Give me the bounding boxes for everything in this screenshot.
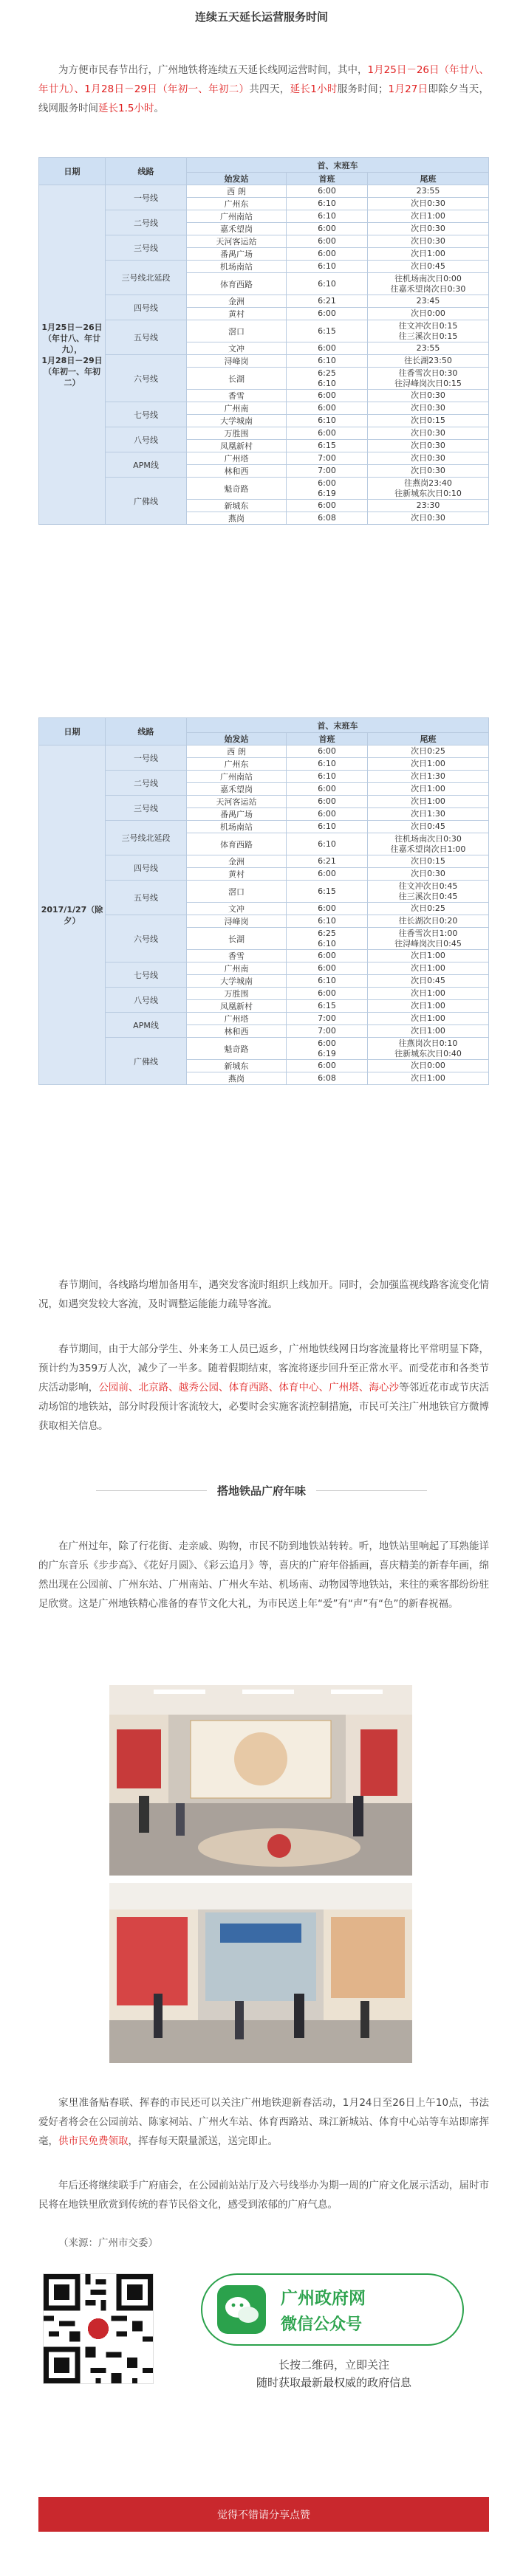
first-train: 6:08: [287, 1072, 368, 1085]
start-station: 燕岗: [187, 1072, 287, 1085]
intro-text-1: 为方便市民春节出行，广州地铁将连续五天延长线网运营时间，其中，: [58, 64, 368, 76]
last-train: 次日0:45: [368, 821, 489, 833]
first-train: 6:10: [287, 198, 368, 210]
intro-paragraph: [38, 61, 489, 118]
schedule-row: [39, 881, 489, 903]
start-station: 万胜围: [187, 988, 287, 1000]
line-name: 广佛线: [106, 1038, 187, 1085]
start-station: 香雪: [187, 950, 287, 962]
first-train: 6:00: [287, 235, 368, 248]
schedule-row: [39, 185, 489, 198]
line-name: APM线: [106, 452, 187, 478]
wechat-icon: [217, 2285, 266, 2334]
page-title: 连续五天延长运营服务时间: [194, 10, 328, 24]
last-train: 次日1:00: [368, 758, 489, 771]
start-station: 广州南: [187, 402, 287, 415]
flow-text-2: 等邻近花市或节庆活动场馆的地铁站，部分时段预计客流较大，必要时会实施客流控制措施，市民可关注广州地铁官方微博获取相关信息。: [38, 1382, 490, 1432]
last-train: 次日0:15: [368, 415, 489, 427]
schedule-row: [39, 771, 489, 783]
last-train: 次日1:00: [368, 962, 489, 975]
last-train: 次日1:00: [368, 783, 489, 796]
schedule-row: [39, 1013, 489, 1025]
schedule-row: [39, 295, 489, 308]
start-station: 广州东: [187, 758, 287, 771]
start-station: 广州南站: [187, 771, 287, 783]
first-train: 6:00: [287, 427, 368, 440]
schedule-row: [39, 402, 489, 415]
calli-text-2: ，挥春每天限量派送，送完即止。: [128, 2135, 278, 2147]
line-name: 五号线: [106, 881, 187, 915]
last-train: 23:45: [368, 295, 489, 308]
schedule-row: [39, 1038, 489, 1060]
schedule-row: [39, 210, 489, 223]
last-train: 往燕岗次日0:10 往新城东次日0:40: [368, 1038, 489, 1060]
backup-train-paragraph: 春节期间，各线路均增加备用车，遇突发客流时组织上线加开。同时，会加强监视线路客流变化情况，如遇突发较大客流，及时调整运能能力疏导客流。: [38, 1279, 489, 1310]
first-train: 6:00: [287, 903, 368, 915]
start-station: 魁奇路: [187, 478, 287, 500]
header-first-last: 首、末班车: [187, 718, 489, 733]
header-last: 尾班: [368, 173, 489, 185]
header-title-row: [0, 9, 523, 24]
last-train: 次日0:30: [368, 390, 489, 402]
first-train: 6:00: [287, 185, 368, 198]
last-train: 次日1:30: [368, 771, 489, 783]
start-station: 滘口: [187, 881, 287, 903]
first-train: 6:00 6:19: [287, 478, 368, 500]
station-photo-2: [109, 1883, 412, 2063]
divider: [96, 1490, 207, 1491]
flow-highlight-stations: 公园前、北京路、越秀公园、体育西路、体育中心、广州塔、海心沙: [98, 1382, 400, 1394]
first-train: 6:10: [287, 210, 368, 223]
last-train: 次日0:30: [368, 440, 489, 452]
passenger-flow-paragraph: [38, 1340, 489, 1436]
last-train: 次日1:00: [368, 988, 489, 1000]
last-train: 次日1:30: [368, 808, 489, 821]
line-name: 三号线: [106, 796, 187, 821]
last-train: 次日1:00: [368, 248, 489, 261]
wechat-title-1: 广州政府网: [281, 2289, 366, 2308]
first-train: 6:00: [287, 500, 368, 512]
start-station: 新城东: [187, 500, 287, 512]
last-train: 23:55: [368, 185, 489, 198]
line-name: APM线: [106, 1013, 187, 1038]
line-name: 广佛线: [106, 478, 187, 525]
first-train: 6:00: [287, 808, 368, 821]
first-train: 6:00: [287, 988, 368, 1000]
start-station: 大学城南: [187, 415, 287, 427]
start-station: 滘口: [187, 320, 287, 342]
schedule-row: [39, 427, 489, 440]
line-name: 四号线: [106, 855, 187, 881]
schedule-row: [39, 452, 489, 465]
header-first: 首班: [287, 733, 368, 745]
first-train: 6:00: [287, 402, 368, 415]
first-train: 6:08: [287, 512, 368, 525]
intro-text-3: 服务时间；: [337, 83, 389, 95]
line-name: 二号线: [106, 210, 187, 235]
schedule-row: [39, 915, 489, 928]
line-name: 三号线: [106, 235, 187, 261]
schedule-row: [39, 478, 489, 500]
last-train: 次日0:30: [368, 402, 489, 415]
start-station: 魁奇路: [187, 1038, 287, 1060]
line-name: 三号线北延段: [106, 821, 187, 855]
last-train: 往燕岗23:40 往新城东次日0:10: [368, 478, 489, 500]
line-name: 八号线: [106, 427, 187, 452]
wechat-sub-2: 随时获取最新最权威的政府信息: [256, 2376, 411, 2389]
culture-paragraph: 在广州过年，除了行花街、走亲戚、购物，市民不防到地铁站转转。听，地铁站里响起了耳熟能详的广东音乐《步步高》、《花好月圆》、《彩云追月》等，喜庆的广府年俗插画，喜庆精美的新春年画，绵然出现在公园前、广州东站、广州南站、广州火车站、机场南、动物园等地铁站，来往的乘客都纷纷驻足欣赏。这是广州地铁精心准备的春节文化大礼，为市民送上年“爱”有“声”有“色”的新春祝福。: [38, 1540, 489, 1610]
start-station: 长湖: [187, 928, 287, 950]
schedule-row: [39, 261, 489, 273]
first-train: 6:21: [287, 855, 368, 868]
start-station: 浔峰岗: [187, 915, 287, 928]
last-train: 次日0:30: [368, 465, 489, 478]
date-cell: 2017/1/27（除夕）: [39, 745, 106, 1085]
wechat-title-2: 微信公众号: [281, 2315, 363, 2334]
last-train: 次日1:00: [368, 210, 489, 223]
last-train: 23:55: [368, 342, 489, 355]
last-train: 次日0:30: [368, 235, 489, 248]
last-train: 往长湖23:50: [368, 355, 489, 368]
line-name: 八号线: [106, 988, 187, 1013]
start-station: 天河客运站: [187, 796, 287, 808]
start-station: 广州塔: [187, 1013, 287, 1025]
last-train: 次日0:30: [368, 452, 489, 465]
calli-text-1: 家里准备贴春联、挥春的市民还可以关注广州地铁迎新春活动，1月24日至26日上午10点，书法爱好者将会在公园前站、陈家祠站、广州火车站、体育西路站、珠江新城站、体育中心站等车站即席挥毫，: [38, 2097, 489, 2147]
first-train: 6:00: [287, 745, 368, 758]
header-last: 尾班: [368, 733, 489, 745]
first-train: 6:00: [287, 1060, 368, 1072]
last-train: 往机场南次日0:30 往嘉禾望岗次日1:00: [368, 833, 489, 855]
start-station: 嘉禾望岗: [187, 783, 287, 796]
line-name: 六号线: [106, 355, 187, 402]
last-train: 次日0:00: [368, 1060, 489, 1072]
header-station: 始发站: [187, 173, 287, 185]
last-train: 往文冲次日0:45 往三溪次日0:45: [368, 881, 489, 903]
start-station: 文冲: [187, 342, 287, 355]
first-train: 6:15: [287, 1000, 368, 1013]
last-train: 往香雪次日0:30 往浔峰岗次日0:15: [368, 368, 489, 390]
line-name: 三号线北延段: [106, 261, 187, 295]
last-train: 往香雪次日1:00 往浔峰岗次日0:45: [368, 928, 489, 950]
start-station: 体育西路: [187, 273, 287, 295]
line-name: 五号线: [106, 320, 187, 355]
last-train: 次日0:30: [368, 512, 489, 525]
schedule-row: [39, 745, 489, 758]
start-station: 新城东: [187, 1060, 287, 1072]
first-train: 6:10: [287, 273, 368, 295]
calli-highlight-free: 供市民免费领取: [58, 2135, 129, 2147]
first-train: 6:10: [287, 915, 368, 928]
schedule-row: [39, 962, 489, 975]
intro-highlight-extend1: 延长1小时: [290, 83, 338, 95]
last-train: 次日0:15: [368, 855, 489, 868]
intro-text-2: 共四天，: [249, 83, 290, 95]
last-train: 次日0:25: [368, 745, 489, 758]
schedule-row: [39, 988, 489, 1000]
last-train: 次日1:00: [368, 1000, 489, 1013]
qr-code[interactable]: [43, 2273, 154, 2384]
start-station: 万胜围: [187, 427, 287, 440]
date-cell: 1月25日－26日（年廿八、年廿九）， 1月28日－29日（年初一、年初二）: [39, 185, 106, 525]
header-station: 始发站: [187, 733, 287, 745]
first-train: 6:15: [287, 320, 368, 342]
first-train: 6:00: [287, 962, 368, 975]
last-train: 次日0:30: [368, 427, 489, 440]
first-train: 6:25 6:10: [287, 928, 368, 950]
flow-text-1: 春节期间，由于大部分学生、外来务工人员已返乡，广州地铁线网日均客流量将比平常明显下降，预计约为359万人次，减少了一半多。随着假期结束，客流将逐步回升至正常水平。而受花市和各类节庆活动影响，: [38, 1343, 489, 1394]
first-train: 6:00: [287, 783, 368, 796]
schedule-row: [39, 320, 489, 342]
start-station: 金洲: [187, 855, 287, 868]
start-station: 燕岗: [187, 512, 287, 525]
first-train: 7:00: [287, 1013, 368, 1025]
divider: [316, 1490, 427, 1491]
last-train: 往文冲次日0:15 往三溪次日0:15: [368, 320, 489, 342]
last-train: 次日1:00: [368, 1013, 489, 1025]
last-train: 次日1:00: [368, 1025, 489, 1038]
calligraphy-paragraph: [38, 2093, 489, 2151]
intro-highlight-extend15: 延长1.5小时: [98, 103, 154, 114]
last-train: 次日0:45: [368, 261, 489, 273]
intro-text-4: 即除夕当天，线网服务时间: [38, 83, 490, 114]
first-train: 6:00: [287, 308, 368, 320]
first-train: 6:00: [287, 950, 368, 962]
last-train: 次日1:00: [368, 796, 489, 808]
last-train: 次日1:00: [368, 1072, 489, 1085]
section2-title: 搭地铁品广府年味: [216, 1484, 306, 1498]
start-station: 长湖: [187, 368, 287, 390]
line-name: 二号线: [106, 771, 187, 796]
station-photo-1: [109, 1685, 412, 1876]
line-name: 七号线: [106, 402, 187, 427]
schedule-row: [39, 355, 489, 368]
line-name: 七号线: [106, 962, 187, 988]
start-station: 林和西: [187, 465, 287, 478]
wechat-subtitle: [201, 2356, 467, 2391]
first-train: 6:21: [287, 295, 368, 308]
start-station: 西 朗: [187, 185, 287, 198]
first-train: 6:15: [287, 440, 368, 452]
last-train: 次日0:45: [368, 975, 489, 988]
start-station: 文冲: [187, 903, 287, 915]
wechat-sub-1: 长按二维码，立即关注: [278, 2358, 389, 2372]
start-station: 机场南站: [187, 261, 287, 273]
line-name: 一号线: [106, 185, 187, 210]
section2-title-row: [0, 1483, 523, 1498]
start-station: 广州东: [187, 198, 287, 210]
first-train: 6:00: [287, 868, 368, 881]
start-station: 林和西: [187, 1025, 287, 1038]
start-station: 嘉禾望岗: [187, 223, 287, 235]
first-train: 6:10: [287, 833, 368, 855]
start-station: 金洲: [187, 295, 287, 308]
wechat-promo: [43, 2273, 486, 2428]
header-line: 线路: [106, 158, 187, 185]
header-date: 日期: [39, 718, 106, 745]
start-station: 机场南站: [187, 821, 287, 833]
start-station: 体育西路: [187, 833, 287, 855]
schedule-row: [39, 821, 489, 833]
start-station: 广州塔: [187, 452, 287, 465]
first-train: 6:25 6:10: [287, 368, 368, 390]
first-train: 6:15: [287, 881, 368, 903]
first-train: 6:10: [287, 771, 368, 783]
first-train: 6:10: [287, 355, 368, 368]
last-train: 往机场南次日0:00 往嘉禾望岗次日0:30: [368, 273, 489, 295]
first-train: 7:00: [287, 452, 368, 465]
start-station: 西 朗: [187, 745, 287, 758]
schedule-row: [39, 796, 489, 808]
intro-highlight-dates: 1月25日－26日（年廿八、年廿九）、1月28日－29日（年初一、年初二）: [38, 64, 490, 95]
header-line: 线路: [106, 718, 187, 745]
start-station: 香雪: [187, 390, 287, 402]
schedule-table-eve: [38, 717, 489, 1085]
temple-fair-paragraph: 年后还将继续联手广府庙会，在公园前站站厅及六号线举办为期一周的广府文化展示活动，届时市民将在地铁里欣赏到传统的春节民俗文化，感受到浓郁的广府气息。: [38, 2180, 489, 2211]
header-first-last: 首、末班车: [187, 158, 489, 173]
last-train: 次日0:30: [368, 223, 489, 235]
start-station: 番禺广场: [187, 248, 287, 261]
schedule-table-regular: [38, 157, 489, 525]
line-name: 六号线: [106, 915, 187, 962]
start-station: 黄村: [187, 868, 287, 881]
start-station: 大学城南: [187, 975, 287, 988]
first-train: 6:00: [287, 796, 368, 808]
last-train: 23:30: [368, 500, 489, 512]
schedule-row: [39, 855, 489, 868]
start-station: 凤凰新村: [187, 440, 287, 452]
line-name: 一号线: [106, 745, 187, 771]
first-train: 6:10: [287, 415, 368, 427]
first-train: 6:00: [287, 248, 368, 261]
start-station: 浔峰岗: [187, 355, 287, 368]
first-train: 6:10: [287, 975, 368, 988]
first-train: 6:00: [287, 342, 368, 355]
first-train: 6:10: [287, 261, 368, 273]
last-train: 次日1:00: [368, 950, 489, 962]
last-train: 次日0:00: [368, 308, 489, 320]
first-train: 6:10: [287, 758, 368, 771]
first-train: 7:00: [287, 1025, 368, 1038]
header-first: 首班: [287, 173, 368, 185]
intro-highlight-eve: 1月27日: [388, 83, 428, 95]
last-train: 次日0:25: [368, 903, 489, 915]
first-train: 6:00: [287, 223, 368, 235]
first-train: 6:00: [287, 390, 368, 402]
start-station: 广州南: [187, 962, 287, 975]
source-note: （来源：广州市交委）: [58, 2237, 158, 2249]
header-date: 日期: [39, 158, 106, 185]
last-train: 往长湖次日0:20: [368, 915, 489, 928]
last-train: 次日0:30: [368, 868, 489, 881]
schedule-row: [39, 235, 489, 248]
start-station: 天河客运站: [187, 235, 287, 248]
start-station: 凤凰新村: [187, 1000, 287, 1013]
start-station: 黄村: [187, 308, 287, 320]
first-train: 6:00 6:19: [287, 1038, 368, 1060]
last-train: 次日0:30: [368, 198, 489, 210]
start-station: 番禺广场: [187, 808, 287, 821]
first-train: 7:00: [287, 465, 368, 478]
line-name: 四号线: [106, 295, 187, 320]
first-train: 6:10: [287, 821, 368, 833]
wechat-badge: [201, 2273, 464, 2346]
share-like-bar[interactable]: 觉得不错请分享点赞: [38, 2497, 489, 2532]
start-station: 广州南站: [187, 210, 287, 223]
intro-text-5: 。: [154, 103, 164, 114]
